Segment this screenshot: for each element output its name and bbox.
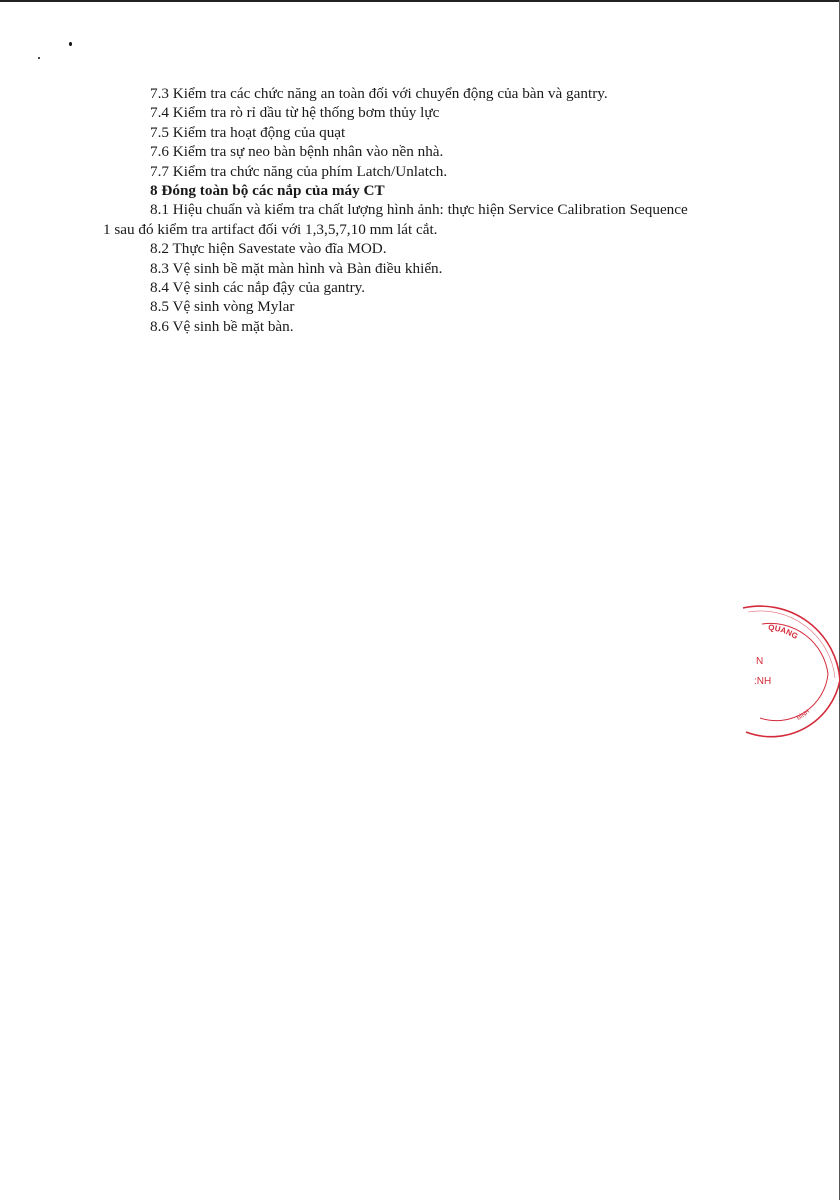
list-item: 8.4 Vệ sinh các nắp đậy của gantry. — [150, 279, 366, 297]
list-item: 8.2 Thực hiện Savestate vào đĩa MOD. — [150, 240, 387, 258]
list-item: 7.4 Kiểm tra rò rỉ dầu từ hệ thống bơm thủy lực — [150, 104, 440, 122]
list-item: 8.5 Vệ sinh vòng Mylar — [150, 298, 295, 316]
svg-text:QUANG — [768, 623, 800, 641]
scan-speck — [38, 57, 40, 59]
svg-text:BÌNH — [796, 709, 811, 722]
list-item: 7.6 Kiểm tra sự neo bàn bệnh nhân vào nền nhà. — [150, 143, 444, 161]
list-item: 7.7 Kiểm tra chức năng của phím Latch/Unlatch. — [150, 162, 448, 180]
section-heading: 8 Đóng toàn bộ các nắp của máy CT — [150, 182, 385, 200]
list-item-continuation: 1 sau đó kiểm tra artifact đối với 1,3,5,7,10 mm lát cắt. — [103, 220, 438, 238]
stamp-text-top: QUANG — [767, 622, 800, 642]
list-item: 7.3 Kiểm tra các chức năng an toàn đối với chuyển động của bàn và gantry. — [150, 85, 608, 102]
stamp-text-mid2: :NH — [754, 676, 772, 687]
list-item: 8.1 Hiệu chuẩn và kiểm tra chất lượng hình ảnh: thực hiện Service Calibration Sequence — [150, 201, 688, 219]
list-item: 8.3 Vệ sinh bề mặt màn hình và Bàn điều khiển. — [150, 259, 443, 277]
document-body — [103, 84, 763, 336]
list-item: 8.6 Vệ sinh bề mặt bàn. — [150, 317, 294, 335]
stamp-text-mid1: N — [756, 656, 764, 667]
page-top-edge — [0, 0, 840, 2]
scan-speck — [69, 42, 72, 46]
list-item: 7.5 Kiểm tra hoạt động của quạt — [150, 123, 346, 141]
stamp-text-bottom: BÌNH — [796, 708, 812, 722]
official-seal-stamp — [738, 600, 840, 740]
